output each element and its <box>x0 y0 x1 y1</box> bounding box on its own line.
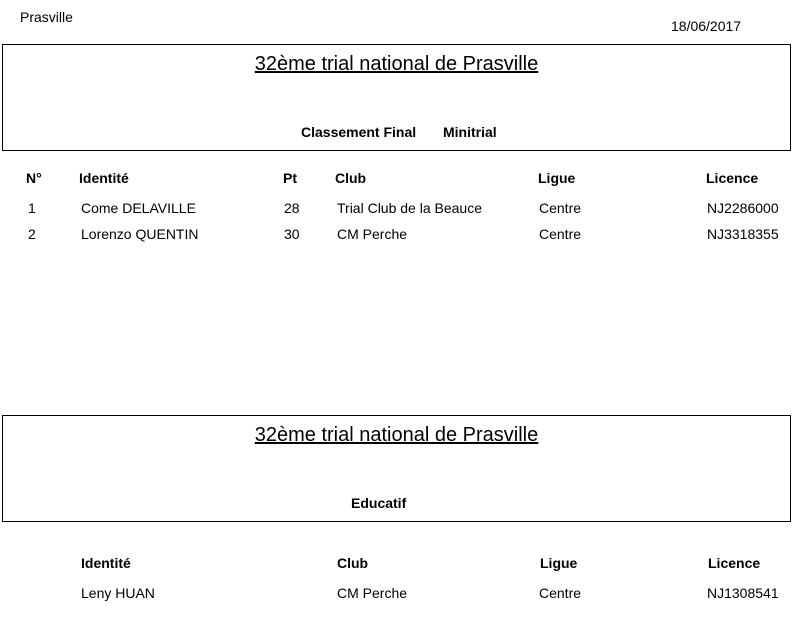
cell-ligue: Centre <box>539 585 582 601</box>
cell-identite: Lorenzo QUENTIN <box>81 226 199 242</box>
header-date: 18/06/2017 <box>671 18 742 34</box>
cell-club: CM Perche <box>337 585 408 601</box>
section1-header-box <box>2 44 791 151</box>
col-header-licence: Licence <box>706 170 759 186</box>
section1-subtitle: Classement Final <box>301 124 417 140</box>
col-header-club: Club <box>337 555 369 571</box>
cell-num: 2 <box>28 226 36 242</box>
cell-ligue: Centre <box>539 200 582 216</box>
col-header-ligue: Ligue <box>540 555 578 571</box>
cell-ligue: Centre <box>539 226 582 242</box>
section2-title: 32ème trial national de Prasville <box>254 424 539 446</box>
cell-pt: 30 <box>284 226 300 242</box>
col-header-identite: Identité <box>81 555 131 571</box>
section2-subtitle: Educatif <box>351 495 407 511</box>
cell-identite: Come DELAVILLE <box>81 200 196 216</box>
col-header-ligue: Ligue <box>538 170 576 186</box>
cell-licence: NJ2286000 <box>707 200 779 216</box>
col-header-pt: Pt <box>283 170 297 186</box>
section1-category: Minitrial <box>443 124 497 140</box>
cell-num: 1 <box>28 200 36 216</box>
section1-title: 32ème trial national de Prasville <box>254 53 539 75</box>
col-header-identite: Identité <box>79 170 129 186</box>
cell-licence: NJ1308541 <box>707 585 779 601</box>
section2-header-box <box>2 415 791 522</box>
cell-club: Trial Club de la Beauce <box>337 200 483 216</box>
cell-club: CM Perche <box>337 226 408 242</box>
cell-licence: NJ3318355 <box>707 226 779 242</box>
col-header-num: N° <box>26 170 42 186</box>
header-location: Prasville <box>20 9 73 25</box>
cell-identite: Leny HUAN <box>81 585 155 601</box>
col-header-club: Club <box>335 170 367 186</box>
col-header-licence: Licence <box>708 555 761 571</box>
cell-pt: 28 <box>284 200 300 216</box>
